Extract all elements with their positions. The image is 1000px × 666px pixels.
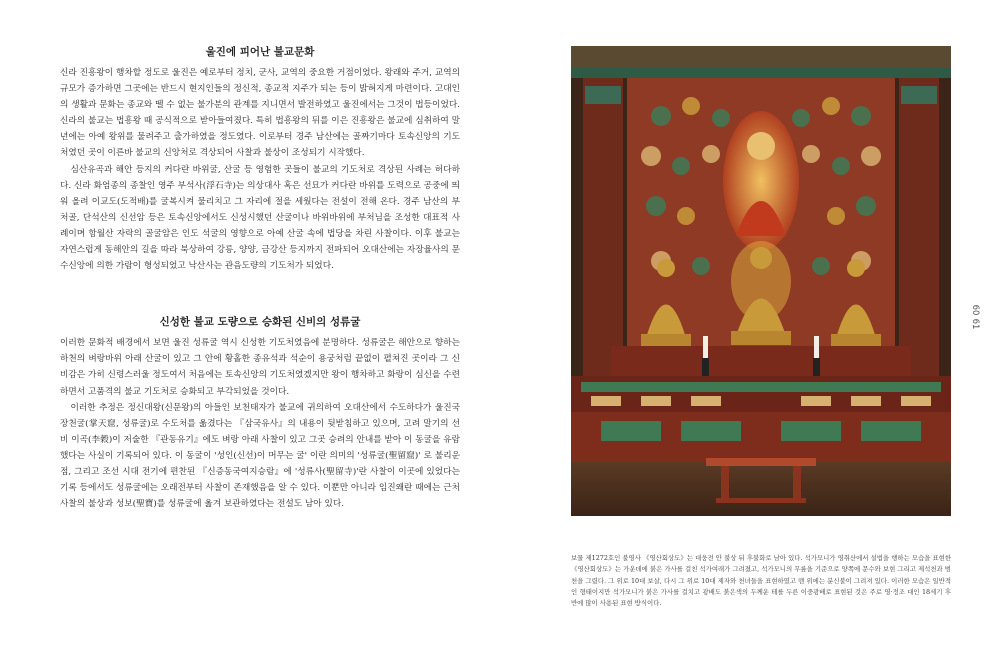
paragraph: 심산유곡과 해안 등지의 커다란 바위굴, 산굴 등 영험한 곳들이 불교의 기도처로 격상된 사례는 허다하다. 신라 화엄종의 종찰인 영주 부석사(浮石寺)는 의상대사 혹은 선묘가 커다란 바위를 도력으로 공중에 띄워 올려 이교도(도적배)를 굴복시켜 물리치고 그 자리에 절을 세웠다는 전설이 전해 온다. 경주 남산의 부처골, 단석산의 신선암 등은 토속신앙에서도 신성시했던 산굴이나 바위바위에 부처님을 조성한 대표적 사례이며 함월산 자락의 골굴암은 인도 석굴의 영향으로 아예 산굴 속에 법당을 차린 사찰이다. 이후 불교는 자연스럽게 동해안의 길을 따라 북상하여 강릉, 양양, 금강산 등지까지 전파되어 오대산에는 자장율사의 문수신앙에 의한 가람이 형성되었고 낙산사는 관음도량의 기도처가 되었다.: [60, 164, 460, 272]
paragraph: 이러한 문화적 배경에서 보면 울진 성류굴 역시 신성한 기도처였음에 분명하다. 성류굴은 해안으로 향하는 하천의 벼랑바위 아래 산굴이 있고 그 안에 황홀한 종유석과 석순이 용궁처럼 끝없이 펼쳐진 곳이라 그 신비감은 가히 신령스러울 정도여서 처음에는 토속신앙의 기도처였겠지만 왕이 행차하고 화랑이 심신을 수련하면서 고품격의 불교 기도처로 승화되고 부각되었을 것이다.: [60, 338, 460, 397]
page-number: 61: [970, 318, 980, 330]
paragraph: 이러한 추정은 정신대왕(신문왕)의 아들인 보천태자가 불교에 귀의하여 오대산에서 수도하다가 울진국 장천굴(掌天窟, 성류굴)로 수도처를 옮겼다는 『삼국유사』의 내용이 뒷받침하고 있으며, 고려 말기의 선비 이곡(李穀)이 저술한 『관동유기』에도 벼랑 아래 사찰이 있고 그곳 승려의 안내를 받아 이 동굴을 유람했다는 사실이 기록되어 있다. 이 동굴이 '성인(신선)이 머무는 굴' 이란 의미의 '성류굴(聖留窟)' 로 불리운 점, 그리고 조선 시대 전기에 편찬된 『신증동국여지승람』에 '성류사(聖留寺)'란 사찰이 이곳에 있었다는 기록 등에서도 성류굴에는 오래전부터 사찰이 존재했음을 알 수 있다. 이뿐만 아니라 임진왜란 때에는 근처 사찰의 불상과 성보(聖寶)를 성류굴에 옮겨 보관하였다는 전설도 남아 있다.: [60, 402, 460, 510]
section-title-buddhist-culture: 울진에 피어난 불교문화: [205, 46, 315, 58]
page-numbers: [968, 303, 982, 331]
photo-caption: 보물 제1272호인 불영사 《영산회상도》는 대웅전 안 불상 뒤 후불화로 남아 있다. 석가모니가 영취산에서 설법을 행하는 모습을 표현한 《영산회상도》는 가운데에 붉은 가사를 걸친 석가여래가 그려졌고, 석가모니의 무릎을 기준으로 양쪽에 문수와 보현 그리고 제석천과 범천을 그렸다. 그 위로 10대 보살, 다시 그 위로 10대 제자와 천녀들을 표현하였고 맨 위에는 분신불이 그려져 있다. 이러한 모습은 일반적인 형태이지만 석가모니가 붉은 가사를 걸치고 광배도 붉은색의 두께운 테를 두른 이중광배로 표현된 것은 주로 영·정조 대인 18세기 후반에 많이 사용된 표현 방식이다.: [571, 554, 951, 608]
left-page-text: [60, 38, 460, 512]
page-number: 60: [970, 304, 980, 316]
paragraph: 신라 진흥왕이 행차할 정도로 울진은 예로부터 정치, 군사, 교역의 중요한 거점이었다. 왕래와 주거, 교역의 규모가 증가하면 그곳에는 반드시 현지인들의 정신적, 종교적 지주가 되는 등이 밝혀지게 마련이다. 고대인의 생활과 문화는 종교와 뗄 수 없는 불가분의 관계를 지니면서 발전하였고 울진에서는 그것이 법등이었다. 신라의 불교는 법흥왕 때 공식적으로 받아들여졌다. 특히 법흥왕의 뒤를 이은 진흥왕은 불교에 심취하여 말년에는 아예 왕위를 물려주고 출가하였을 정도였다. 이로부터 경주 남산에는 골짜기마다 토속신앙의 기도처였던 곳이 이른바 불교의 신앙처로 격상되어 사찰과 불상이 조성되기 시작했다.: [60, 68, 460, 159]
temple-altar-photo: [571, 46, 951, 516]
section-title-seongnyugul: 신성한 불교 도량으로 승화된 신비의 성류굴: [159, 316, 361, 329]
